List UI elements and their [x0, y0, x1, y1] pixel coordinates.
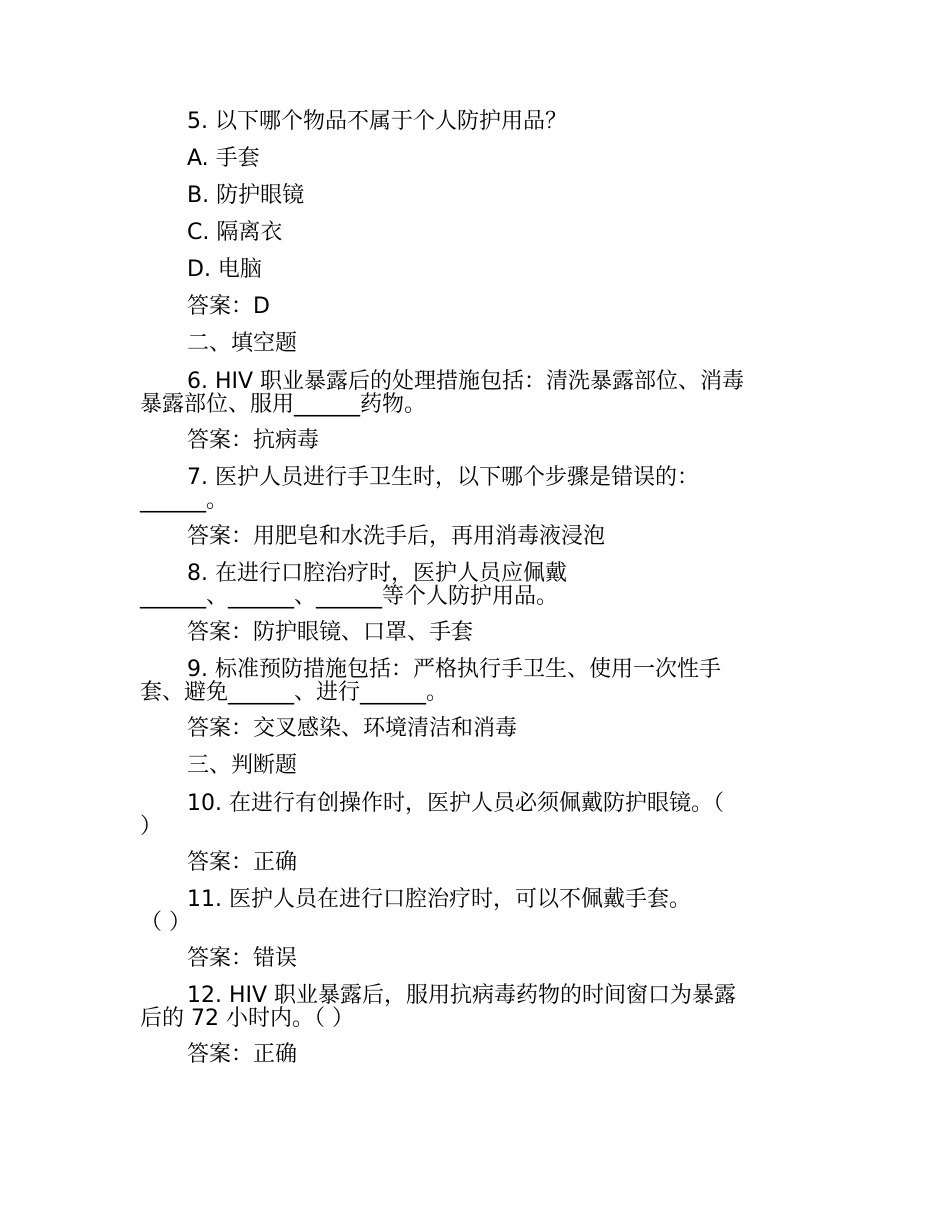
question-5-option-d: D. 电脑 [187, 257, 262, 282]
question-5-option-b: B. 防护眼镜 [187, 183, 305, 208]
question-10-answer: 答案：正确 [187, 850, 298, 875]
question-8-line-2: ______、______、______等个人防护用品。 [140, 584, 559, 609]
question-7-answer: 答案：用肥皂和水洗手后，再用消毒液浸泡 [187, 524, 606, 549]
section-heading-fill-in: 二、填空题 [187, 331, 298, 356]
question-5-stem: 5. 以下哪个物品不属于个人防护用品？ [187, 109, 567, 134]
section-heading-true-false: 三、判断题 [187, 753, 298, 778]
question-5-answer: 答案：D [187, 294, 270, 319]
question-6-answer: 答案：抗病毒 [187, 428, 320, 453]
question-12-answer: 答案：正确 [187, 1042, 298, 1067]
question-8-line-1: 8. 在进行口腔治疗时，医护人员应佩戴 [187, 561, 567, 586]
question-9-line-2: 套、避免______、进行______。 [140, 680, 449, 705]
question-11-line-1: 11. 医护人员在进行口腔治疗时，可以不佩戴手套。 [187, 887, 691, 912]
question-5-option-c: C. 隔离衣 [187, 220, 283, 245]
question-9-answer: 答案：交叉感染、环境清洁和消毒 [187, 716, 518, 741]
question-6-line-1: 6. HIV 职业暴露后的处理措施包括：清洗暴露部位、消毒 [187, 369, 745, 394]
question-7-line-1: 7. 医护人员进行手卫生时，以下哪个步骤是错误的： [187, 465, 699, 490]
question-10-line-1: 10. 在进行有创操作时，医护人员必须佩戴防护眼镜。（ [187, 791, 724, 816]
question-5-option-a: A. 手套 [187, 146, 260, 171]
question-9-line-1: 9. 标准预防措施包括：严格执行手卫生、使用一次性手 [187, 657, 721, 682]
question-7-line-2: ______。 [140, 488, 229, 513]
question-12-line-2: 后的 72 小时内。（ ） [140, 1006, 354, 1031]
question-10-line-2: ） [140, 814, 163, 839]
question-6-line-2: 暴露部位、服用______药物。 [140, 392, 427, 417]
question-12-line-1: 12. HIV 职业暴露后，服用抗病毒药物的时间窗口为暴露 [187, 983, 737, 1008]
question-11-line-2: （ ） [140, 910, 191, 935]
question-11-answer: 答案：错误 [187, 946, 298, 971]
question-8-answer: 答案：防护眼镜、口罩、手套 [187, 620, 474, 645]
